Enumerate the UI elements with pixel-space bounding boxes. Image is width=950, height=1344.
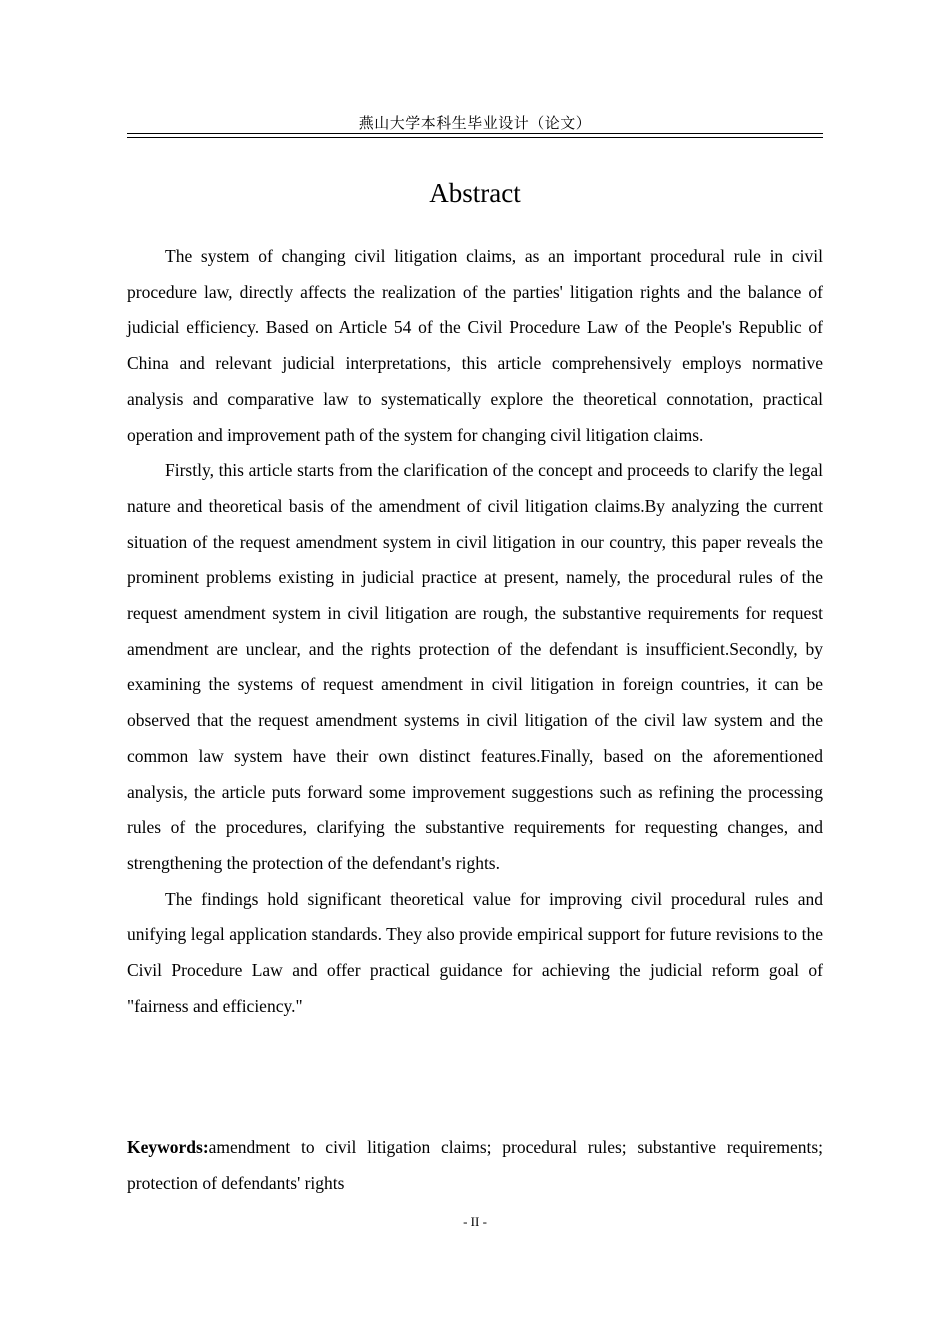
abstract-paragraph-1: The system of changing civil litigation claims, as an important procedural rule in civil procedure law, directly affects the realization of the parties' litigation rights and the balance of judicial efficiency. Based on Article 54 of the Civil Procedure Law of the People's Republic of China and relevant judicial interpretations, this article comprehensively employs normative analysis and comparative law to systematically explore the theoretical connotation, practical operation and improvement path of the system for changing civil litigation claims. [127,246,823,445]
header-double-rule [127,133,823,138]
abstract-body [127,239,823,1024]
keywords-line [127,1130,823,1201]
abstract-paragraph-3: The findings hold significant theoretical value for improving civil procedural rules and unifying legal application standards. They also provide empirical support for future revisions to the Civil Procedure Law and offer practical guidance for achieving the judicial reform goal of "fairness and efficiency." [127,888,823,1016]
page-number: - II - [463,1214,487,1229]
abstract-paragraph-2: Firstly, this article starts from the clarification of the concept and proceeds to clarify the legal nature and theoretical basis of the amendment of civil litigation claims.By analyzing the current situation of the request amendment system in civil litigation in our country, this paper reveals the prominent problems existing in judicial practice at present, namely, the procedural rules of the request amendment system in civil litigation are rough, the substantive requirements for request amendment are unclear, and the rights protection of the defendant is insufficient.Secondly, by examining the systems of request amendment in civil litigation in foreign countries, it can be observed that the request amendment systems in civil litigation of the civil law system and the common law system have their own distinct features.Finally, based on the aforementioned analysis, the article puts forward some improvement suggestions such as refining the processing rules of the procedures, clarifying the substantive requirements for requesting changes, and strengthening the protection of the defendant's rights. [127,460,823,873]
abstract-title: Abstract [429,178,521,208]
running-header: 燕山大学本科生毕业设计（论文） [358,116,592,132]
keywords-text: amendment to civil litigation claims; procedural rules; substantive requirements; protection of defendants' rights [127,1137,823,1193]
keywords-label: Keywords: [127,1137,209,1157]
